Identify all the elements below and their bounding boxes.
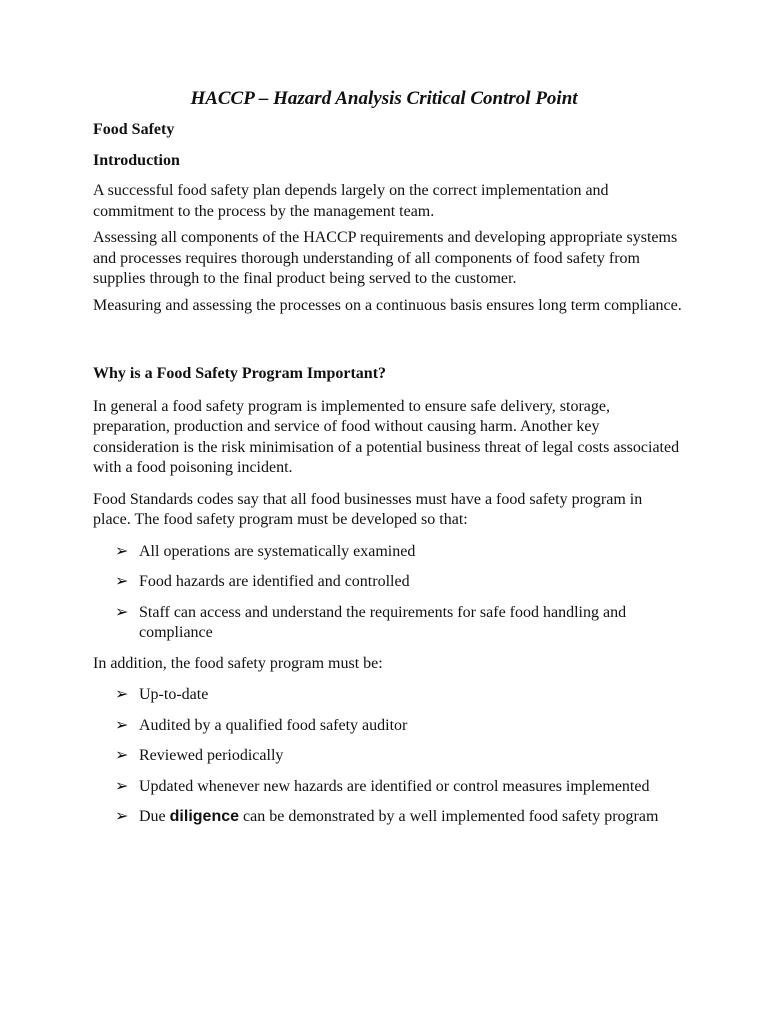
why-paragraph: In general a food safety program is implemented to ensure safe delivery, storage, preparation, production and service of food without causing harm. Another key consideration is the risk minimisation of a potential business threat of legal costs associated with a food poisoning incident.: [93, 397, 680, 476]
list-item: [93, 603, 683, 644]
arrow-bullet-icon: ➢: [115, 542, 129, 560]
list-item: [93, 685, 683, 706]
intro-paragraph: A successful food safety plan depends largely on the correct implementation and commitment to the process by the management team.: [93, 182, 609, 220]
requirements-list: [93, 542, 683, 644]
document-body: [93, 120, 683, 838]
diligence-emphasis: diligence: [169, 808, 240, 825]
list-item: [93, 746, 683, 767]
list-item-text: Food hazards are identified and controlled: [139, 573, 410, 590]
introduction-heading: Introduction: [93, 151, 180, 169]
list-item-text: Audited by a qualified food safety auditor: [139, 716, 408, 734]
arrow-bullet-icon: ➢: [115, 777, 129, 795]
list-item-text: Updated whenever new hazards are identified or control measures implemented: [139, 777, 650, 795]
list-item-text: [139, 808, 658, 825]
list-item-text: Staff can access and understand the requirements for safe food handling and compliance: [139, 603, 627, 641]
arrow-bullet-icon: ➢: [115, 573, 129, 590]
arrow-bullet-icon: ➢: [115, 716, 129, 734]
list-item-suffix: can be demonstrated by a well implemented food safety program: [239, 808, 659, 825]
list-item-prefix: Due: [139, 808, 170, 825]
arrow-bullet-icon: ➢: [115, 603, 129, 621]
list-item: [93, 777, 683, 798]
list-item-text: All operations are systematically examined: [139, 542, 416, 560]
arrow-bullet-icon: ➢: [115, 808, 129, 825]
list-item: [93, 542, 683, 563]
why-heading: Why is a Food Safety Program Important?: [93, 365, 387, 382]
list-item: [93, 716, 683, 737]
list-item-text: Reviewed periodically: [139, 747, 284, 764]
why-paragraph: Food Standards codes say that all food businesses must have a food safety program in place. The food safety program must be developed so that:: [93, 490, 643, 528]
arrow-bullet-icon: ➢: [115, 686, 129, 703]
spacer: [93, 316, 683, 364]
addition-paragraph: In addition, the food safety program must be:: [93, 654, 383, 672]
program-must-be-list: [93, 685, 683, 828]
intro-paragraph: Measuring and assessing the processes on a continuous basis ensures long term compliance.: [93, 296, 682, 314]
arrow-bullet-icon: ➢: [115, 747, 129, 764]
list-item-text: Up-to-date: [139, 686, 209, 703]
food-safety-heading: Food Safety: [93, 121, 175, 138]
list-item: [93, 572, 683, 593]
document-title: HACCP – Hazard Analysis Critical Control Point: [190, 88, 578, 109]
intro-paragraph: Assessing all components of the HACCP requirements and developing appropriate systems and processes requires thorough understanding of all components of food safety from supplies through to the final product being served to the customer.: [93, 229, 678, 287]
list-item: [93, 807, 683, 828]
